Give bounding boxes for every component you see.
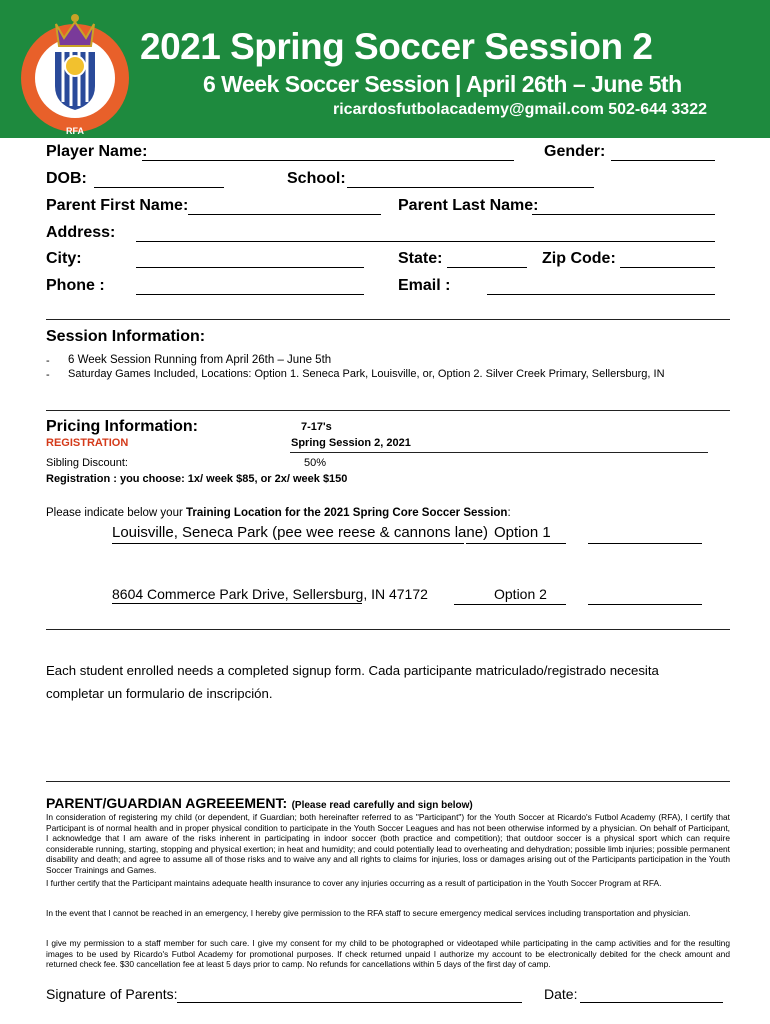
session-item: 6 Week Session Running from April 26th – June 5th [68, 354, 332, 366]
option-2-label: Option 2 [494, 586, 547, 602]
zip-field[interactable] [620, 267, 715, 268]
option-1-choice-field[interactable] [588, 543, 702, 544]
divider [46, 319, 730, 320]
dob-label: DOB: [46, 170, 87, 187]
gender-field[interactable] [611, 160, 715, 161]
signup-note-line1: Each student enrolled needs a completed signup form. Cada participante matriculado/registrado necesita [46, 663, 659, 678]
phone-label: Phone : [46, 277, 105, 294]
sibling-label: Sibling Discount: [46, 457, 128, 469]
session-name: Spring Session 2, 2021 [291, 437, 411, 449]
divider [46, 410, 730, 411]
agreement-paragraph-4: I give my permission to a staff member for such care. I give my consent for my child to be photographed or videotaped while participating in the camp activities and for the resulting images to be used by Ricardo's Futbol Academy for promotional purposes. If check returned unpaid I authorize my account to be electronically debited for the check amount and returned check fee. $30 cancellation fee at least 5 days prior to camp. No refunds for cancellations within 5 days of the first day of camp. [46, 938, 730, 970]
date-field[interactable] [580, 1002, 723, 1003]
state-field[interactable] [447, 267, 527, 268]
parent-first-label: Parent First Name: [46, 197, 189, 214]
contact-info: ricardosfutbolacademy@gmail.com 502-644 3322 [333, 101, 707, 118]
parent-last-label: Parent Last Name: [398, 197, 539, 214]
agreement-paragraph-3: In the event that I cannot be reached in an emergency, I hereby give permission to the RFA staff to secure emergency medical services including transportation and physician. [46, 908, 691, 918]
sibling-value: 50% [304, 457, 327, 469]
page-subtitle: 6 Week Soccer Session | April 26th – June 5th [203, 71, 682, 97]
phone-field[interactable] [136, 294, 364, 295]
agreement-paragraph-2: I further certify that the Participant maintains adequate health insurance to cover any injuries occurring as a result of participation in the Youth Soccer Program at RFA. [46, 878, 662, 888]
signature-label: Signature of Parents: [46, 986, 178, 1002]
email-field[interactable] [487, 294, 715, 295]
player-name-label: Player Name: [46, 143, 148, 160]
underline [112, 603, 362, 604]
svg-text:RFA: RFA [66, 126, 84, 134]
session-item: Saturday Games Included, Locations: Option 1. Seneca Park, Louisville, or, Option 2. Silver Creek Primary, Sellersburg, IN [68, 368, 665, 380]
divider [46, 781, 730, 782]
divider [290, 452, 708, 453]
option-1-label: Option 1 [494, 524, 551, 541]
location-option-2: 8604 Commerce Park Drive, Sellersburg, IN 47172 [112, 586, 428, 602]
age-group: 7-17's [301, 421, 332, 433]
pricing-heading: Pricing Information: [46, 418, 198, 435]
signup-note-line2: completar un formulario de inscripción. [46, 686, 273, 701]
state-label: State: [398, 250, 443, 267]
agreement-heading: PARENT/GUARDIAN AGREEEMENT: (Please read carefully and sign below) [46, 795, 473, 811]
list-bullet: - [46, 369, 50, 381]
school-label: School: [287, 170, 346, 187]
address-field[interactable] [136, 241, 715, 242]
registration-choice: Registration : you choose: 1x/ week $85, or 2x/ week $150 [46, 473, 348, 485]
date-label: Date: [544, 986, 578, 1002]
dob-field[interactable] [94, 187, 224, 188]
page-title: 2021 Spring Soccer Session 2 [140, 26, 653, 67]
city-label: City: [46, 250, 82, 267]
signature-field[interactable] [177, 1002, 522, 1003]
session-heading: Session Information: [46, 328, 206, 345]
academy-logo [16, 6, 134, 134]
list-bullet: - [46, 355, 50, 367]
gender-label: Gender: [544, 143, 606, 160]
divider [46, 629, 730, 630]
agreement-paragraph-1: In consideration of registering my child (or dependent, if Guardian; both hereinafter referred to as "Participant") for the Youth Soccer at Ricardo's Futbol Academy (RFA), I certify that Participant is of normal health and in proper physical condition to participate in the Youth Soccer Leagues and has not been otherwise informed by a physician. On behalf of Participant, I acknowledge that I am aware of the risks inherent in participating in indoor soccer (both practice and competition); that outdoor soccer is a physical sport which can require considerable running, starting, stopping and physical exertion; in heat and humidity; and could potentially lead to overheating and dehydration; possible limb injuries; possible permanent disability and death; and agree to assume all of those risks and to waive any and all rights to claims for injuries, loss or damages arising out of the Participants participation in the Youth Soccer Trainings and Games. [46, 812, 730, 875]
address-label: Address: [46, 224, 116, 241]
city-field[interactable] [136, 267, 364, 268]
location-option-1: Louisville, Seneca Park (pee wee reese & cannons lane) [112, 524, 489, 541]
underline [112, 543, 464, 544]
parent-first-field[interactable] [188, 214, 381, 215]
option-2-line[interactable] [454, 604, 566, 605]
option-1-line[interactable] [466, 543, 566, 544]
player-name-field[interactable] [142, 160, 514, 161]
registration-label: REGISTRATION [46, 437, 129, 449]
school-field[interactable] [347, 187, 594, 188]
training-prompt: Please indicate below your Training Location for the 2021 Spring Core Soccer Session: [46, 507, 511, 519]
option-2-choice-field[interactable] [588, 604, 702, 605]
parent-last-field[interactable] [532, 214, 715, 215]
email-label: Email : [398, 277, 451, 294]
zip-label: Zip Code: [542, 250, 616, 267]
